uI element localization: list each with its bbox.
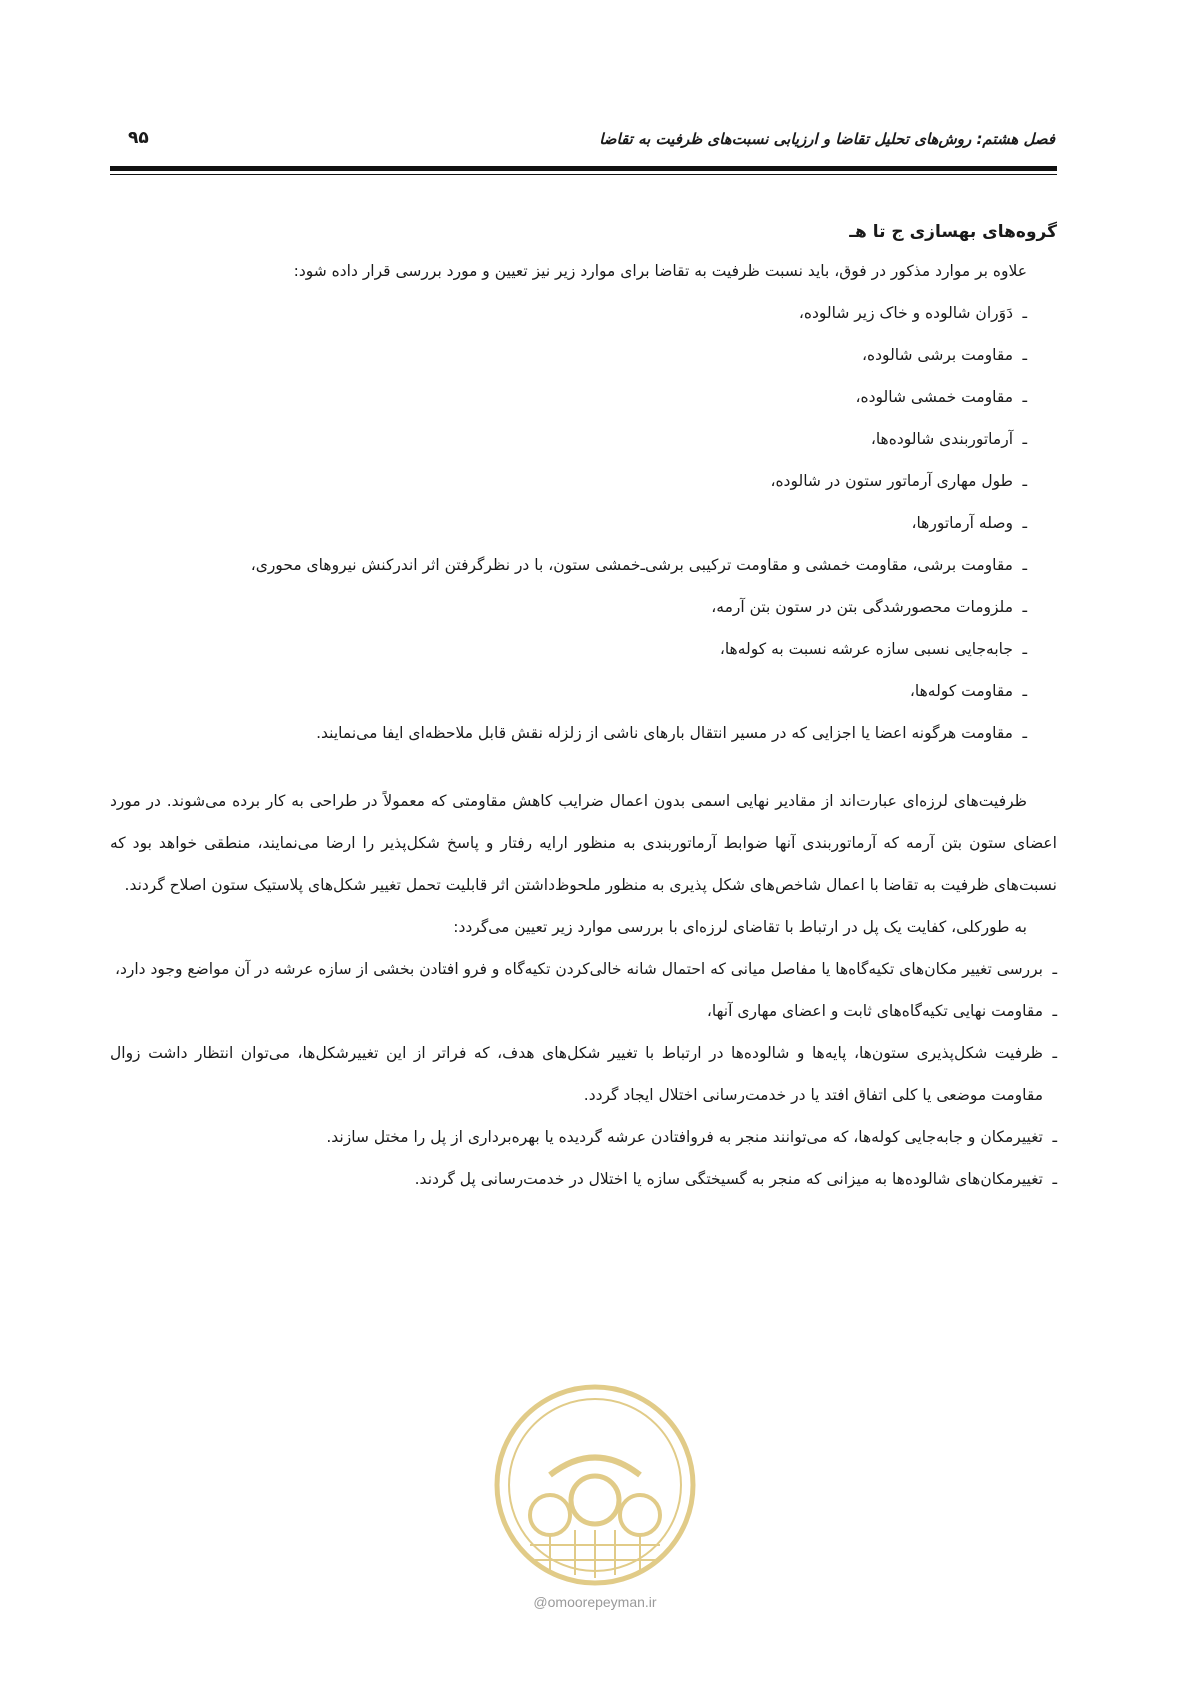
header-rule-thick: [110, 166, 1057, 171]
list-item: ـ مقاومت نهایی تکیه‌گاه‌های ثابت و اعضای مهاری آنها،: [706, 1002, 1057, 1020]
header-rule-thin: [110, 174, 1057, 175]
requirement-list: [110, 292, 1057, 754]
list-item: ـ مقاومت برشی، مقاومت خمشی و مقاومت ترکیبی برشی‌ـ‌خمشی ستون، با در نظرگرفتن اثر اندرکنش نیروهای محوری،: [250, 556, 1027, 574]
body-paragraph: ظرفیت‌های لرزه‌ای عبارت‌اند از مقادیر نهایی اسمی بدون اعمال ضرایب کاهش مقاومتی که معمولاً در طراحی به کار برده می‌شوند. در مورد اعضای ستون بتن آرمه که آرماتوربندی آنها ضوابط آرماتوربندی به منظور ارایه رفتار و پاسخ شکل‌پذیر را ارضا می‌نمایند، منطقی خواهد بود که نسبت‌های ظرفیت به تقاضا با اعمال شاخص‌های شکل پذیری به منظور ملحوظ‌داشتن اثر قابلیت تحمل تغییر شکل‌های پلاستیک ستون اصلاح گردند.: [110, 792, 1057, 894]
list-item: ـ آرماتوربندی شالوده‌ها،: [870, 430, 1027, 448]
watermark-logo: [490, 1380, 700, 1590]
document-body: [110, 210, 1057, 1200]
list-item: ـ ظرفیت شکل‌پذیری ستون‌ها، پایه‌ها و شالوده‌ها در ارتباط با تغییر شکل‌های هدف، که فراتر از این تغییرشکل‌ها، می‌توان انتظار داشت زوال مقاومت موضعی یا کلی اتفاق افتد یا در خدمت‌رسانی اختلال ایجاد گردد.: [110, 1044, 1057, 1104]
adequacy-list: [110, 948, 1057, 1200]
list-item: ـ طول مهاری آرماتور ستون در شالوده،: [770, 472, 1027, 490]
list-item: ـ مقاومت برشی شالوده،: [862, 346, 1027, 364]
list-item: ـ تغییرمکان‌های شالوده‌ها به میزانی که منجر به گسیختگی سازه یا اختلال در خدمت‌رسانی پل گردند.: [414, 1170, 1057, 1188]
list-item: ـ مقاومت خمشی شالوده،: [855, 388, 1027, 406]
list-item: ـ جابه‌جایی نسبی سازه عرشه نسبت به کوله‌ها،: [719, 640, 1027, 658]
list-item: ـ ملزومات محصورشدگی بتن در ستون بتن آرمه،: [711, 598, 1027, 616]
section-heading: گروه‌های بهسازی ج تا هـ: [849, 222, 1057, 242]
page-number: ۹۵: [128, 128, 149, 148]
list-item: ـ بررسی تغییر مکان‌های تکیه‌گاه‌ها یا مفاصل میانی که احتمال شانه خالی‌کردن تکیه‌گاه و فرو افتادن بخشی از سازه عرشه در آن مواضع وجود دارد،: [114, 960, 1057, 978]
list-item: ـ مقاومت هرگونه اعضا یا اجزایی که در مسیر انتقال بارهای ناشی از زلزله نقش قابل ملاحظه‌ای ایفا می‌نمایند.: [316, 724, 1027, 742]
watermark-url: @omoorepeyman.ir: [533, 1594, 657, 1610]
page-header-title: فصل هشتم: روش‌های تحلیل تقاضا و ارزیابی نسبت‌های ظرفیت به تقاضا: [599, 130, 1055, 148]
intro-text: علاوه بر موارد مذکور در فوق، باید نسبت ظرفیت به تقاضا برای موارد زیر نیز تعیین و مورد بررسی قرار داده شود:: [293, 262, 1027, 280]
list-item: ـ دَوَران شالوده و خاک زیر شالوده،: [798, 304, 1027, 322]
list-item: ـ وصله آرماتورها،: [911, 514, 1027, 532]
list-item: ـ مقاومت کوله‌ها،: [909, 682, 1027, 700]
paragraph2-intro: به طورکلی، کفایت یک پل در ارتباط با تقاضای لرزه‌ای با بررسی موارد زیر تعیین می‌گردد:: [453, 918, 1027, 936]
list-item: ـ تغییرمکان و جابه‌جایی کوله‌ها، که می‌توانند منجر به فروافتادن عرشه گردیده یا بهره‌برداری از پل را مختل سازند.: [326, 1128, 1057, 1146]
